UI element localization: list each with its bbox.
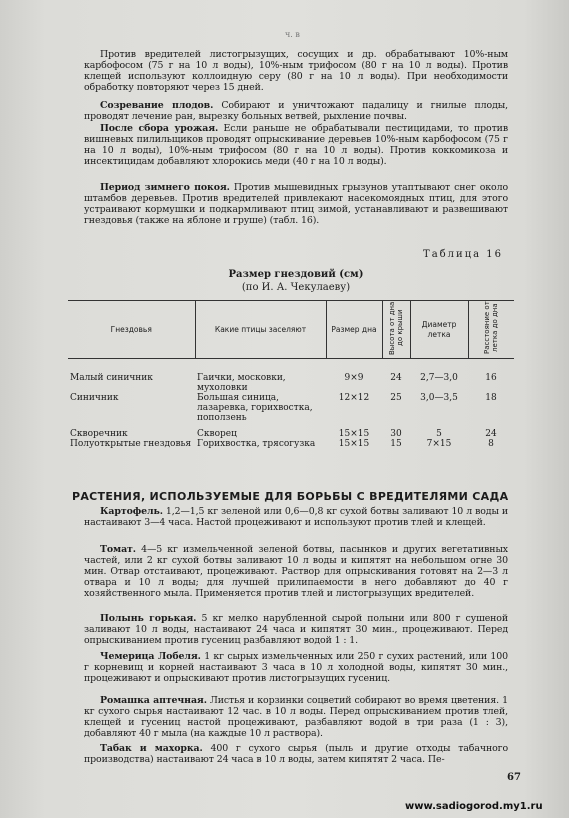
paragraph-heading: Картофель.: [100, 506, 163, 517]
paragraph-text: Собирают и уничтожают падалицу и гнилые плоды, проводят лечение ран, вырезку больных ветвей, рыхление почвы.: [84, 100, 508, 122]
table-caption: Таблица 16: [423, 249, 503, 260]
cell-diameter: 7×15: [426, 439, 452, 449]
paragraph-heading: Ромашка аптечная.: [100, 695, 207, 706]
col-header: Какие птицы заселяют: [195, 301, 326, 359]
cell-distance: 18: [485, 393, 497, 403]
table-row: [68, 359, 514, 394]
paragraph-text: Против вредителей листогрызущих, сосущих и др. обрабатывают 10%-ным карбофосом (75 г на 10 л воды), 10%-ным трифосом (80 г на 10 л воды). Против клещей используют коллоидную серу (80 г на 10 л воды). При необходимости обработку повторяют через 15 дней.: [84, 49, 508, 93]
cell-height: 30: [390, 429, 402, 439]
paragraph-after-harvest: [84, 124, 508, 168]
cell-height: 24: [390, 373, 402, 383]
cell-nest-name: Синичник: [70, 393, 119, 403]
cell-diameter: 5: [436, 429, 442, 439]
table-subtitle: (по И. А. Чекулаеву): [241, 282, 351, 293]
paragraph-text: 4—5 кг измельченной зеленой ботвы, пасынков и других вегетативных частей, или 2 кг сухой ботвы заливают 10 л воды и кипятят на небольшом огне 30 мин. Отвар отстаивают, процеживают. Раствор для опрыскивания готовят на 2—3 л отвара и 10 л воды; для лучшей прилипаемости в него добавляют до 40 г хозяйственного мыла. Применяется против тлей и листогрызущих вредителей.: [84, 544, 508, 599]
paragraph-heading: Период зимнего покоя.: [100, 182, 230, 193]
section-title: РАСТЕНИЯ, ИСПОЛЬЗУЕМЫЕ ДЛЯ БОРЬБЫ С ВРЕДИТЕЛЯМИ САДА: [72, 490, 509, 503]
table-header-row: [68, 301, 514, 359]
paragraph-text: 5 кг мелко нарубленной сырой полыни или 800 г сушеной заливают 10 л воды, настаивают 24 часа и кипятят 30 мин., процеживают. Перед опрыскиванием против гусениц разбавляют водой 1 : 1.: [84, 613, 508, 646]
cell-diameter: 3,0—3,5: [420, 393, 458, 403]
nest-size-table: [68, 300, 514, 449]
paragraph-hellebore: [84, 652, 508, 685]
cell-nest-name: Малый синичник: [70, 373, 153, 383]
col-header: Расстояние от летка до дна: [483, 301, 500, 355]
col-header: Диаметр летка: [410, 301, 468, 359]
cell-diameter: 2,7—3,0: [420, 373, 458, 383]
paragraph-pests: [84, 50, 508, 94]
watermark: www.sadiogorod.my1.ru: [405, 801, 543, 812]
paragraph-ripening: [84, 101, 508, 123]
cell-birds: Большая синица, лазаревка, горихвостка, поползень: [197, 393, 313, 423]
cell-bottom: 12×12: [338, 393, 370, 403]
cell-distance: 8: [488, 439, 494, 449]
cell-distance: 24: [485, 429, 497, 439]
paragraph-winter: [84, 183, 508, 227]
paragraph-heading: После сбора урожая.: [100, 123, 219, 134]
paragraph-tobacco: [84, 744, 508, 766]
table-row: [68, 393, 514, 423]
cell-bottom: 15×15: [338, 439, 370, 449]
paragraph-text: Если раньше не обрабатывали пестицидами, то против вишневых пилильщиков проводят опрыскивание деревьев 10%-ным карбофосом (75 г на 10 л воды), 10%-ным трифосом (80 г на 10 л воды). Против коккомикоза и инсектицидам добавляют хлорокись меди (40 г на 10 л воды).: [84, 123, 508, 167]
paragraph-heading: Полынь горькая.: [100, 613, 197, 624]
table-row: [68, 423, 514, 439]
cell-nest-name: Полуоткрытые гнездовья: [70, 439, 192, 449]
cell-height: 25: [390, 393, 402, 403]
cell-birds: Горихвостка, трясогузка: [197, 439, 316, 449]
paragraph-text: 400 г сухого сырья (пыль и другие отходы табачного производства) настаивают 24 часа в 10 л воды, затем кипятят 2 часа. Пе-: [84, 743, 508, 765]
col-header: Размер дна: [326, 301, 382, 359]
paragraph-tomato: [84, 545, 508, 600]
cell-nest-name: Скворечник: [70, 429, 128, 439]
cell-birds: Скворец: [197, 429, 237, 439]
paragraph-text: 1 кг сырых измельченных или 250 г сухих растений, или 100 г корневищ и корней настаивают 3 часа в 10 л холодной воды, кипятят 30 мин., процеживают и опрыскивают против листогрызущих гусениц.: [84, 651, 508, 684]
paragraph-heading: Томат.: [100, 544, 136, 555]
cell-height: 15: [390, 439, 402, 449]
col-header: Высота от дна до крыши: [388, 301, 404, 355]
paragraph-heading: Табак и махорка.: [100, 743, 203, 754]
paragraph-heading: Чемерица Лобеля.: [100, 651, 201, 662]
paragraph-text: Против мышевидных грызунов утаптывают снег около штамбов деревьев. Против вредителей привлекают насекомоядных птиц, для этого устраивают кормушки и подкармливают птиц зимой, устанавливают и развешивают гнездовья (также на яблоне и груше) (табл. 16).: [84, 182, 508, 226]
cell-bottom: 9×9: [344, 373, 364, 383]
paragraph-potato: [84, 507, 508, 529]
cell-birds: Гаички, московки, мухоловки: [197, 373, 286, 393]
cell-bottom: 15×15: [338, 429, 370, 439]
table-row: [68, 439, 514, 449]
paragraph-text: 1,2—1,5 кг зеленой или 0,6—0,8 кг сухой ботвы заливают 10 л воды и настаивают 3—4 часа. Настой процеживают и используют против тлей и клещей.: [84, 506, 508, 528]
paragraph-text: Листья и корзинки соцветий собирают во время цветения. 1 кг сухого сырья настаивают 12 час. в 10 л воды. Перед опрыскиванием против тлей, клещей и гусениц настой процеживают, разбавляют водой в три раза (1 : 3), добавляют 40 г мыла (на каждые 10 л раствора).: [84, 695, 508, 739]
paragraph-chamomile: [84, 696, 508, 740]
col-header: Гнездовья: [68, 301, 195, 359]
page-number: 67: [507, 772, 521, 783]
cell-distance: 16: [485, 373, 497, 383]
paragraph-wormwood: [84, 614, 508, 647]
top-mark: ч. в: [285, 30, 300, 39]
table-title: Размер гнездовий (см): [228, 269, 364, 280]
paragraph-heading: Созревание плодов.: [100, 100, 214, 111]
